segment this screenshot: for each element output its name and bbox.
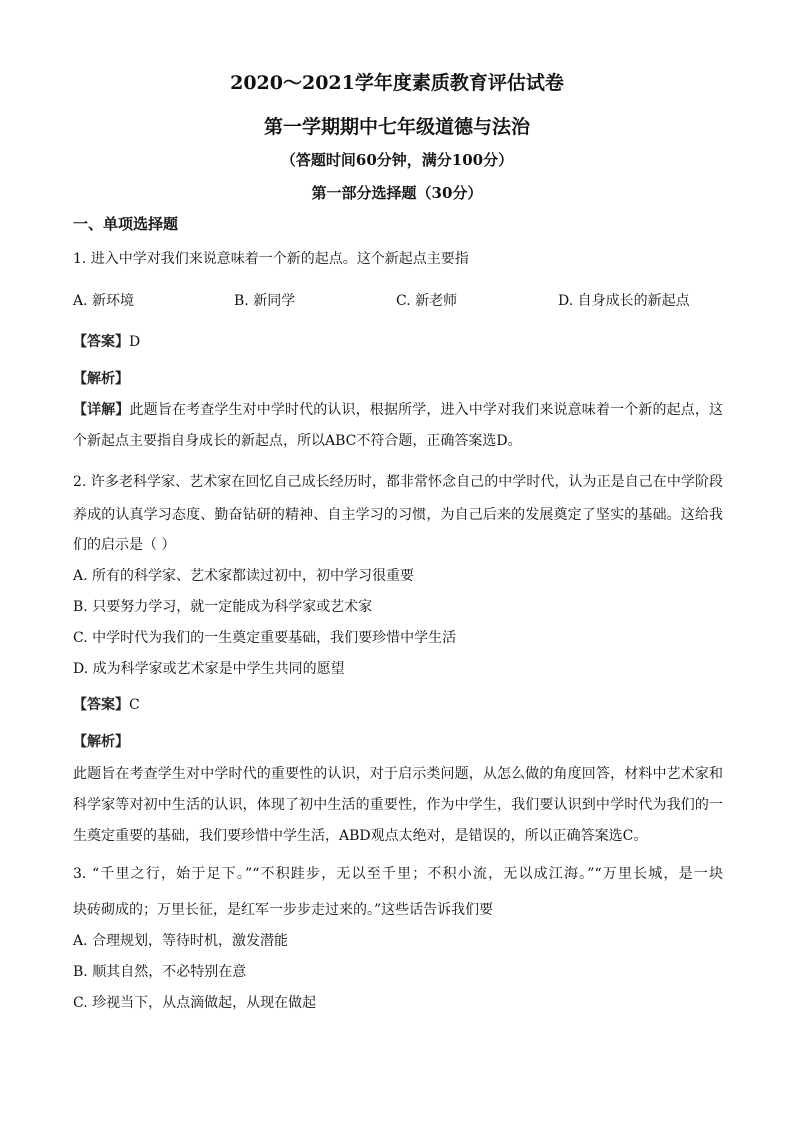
q1-option-b: B. 新同学	[234, 293, 296, 309]
q1-detail-line-1	[73, 400, 723, 420]
q2-stem-line-2: 养成的认真学习态度、勤奋钻研的精神、自主学习的习惯，为自己后来的发展奠定了坚实的基础。这给我	[73, 507, 723, 523]
part-title: 第一部分选择题（30分）	[311, 184, 483, 202]
q2-option-d: D. 成为科学家或艺术家是中学生共同的愿望	[73, 661, 345, 677]
q2-answer	[73, 695, 723, 715]
q3-option-a: A. 合理规划，等待时机，激发潜能	[73, 933, 289, 949]
detail-text: 此题旨在考查学生对中学时代的认识，根据所学，进入中学对我们来说意味着一个新的起点，这	[129, 402, 724, 418]
q3-stem-line-2: 块砖砌成的；万里长征，是红军一步步走过来的。”这些话告诉我们要	[73, 902, 494, 918]
q2-analysis-line-3: 生奠定重要的基础，我们要珍惜中学生活，ABD观点太绝对，是错误的，所以正确答案选C。	[73, 828, 648, 844]
q2-stem-line-3: 们的启示是（ ）	[73, 537, 176, 553]
detail-label: 【详解】	[73, 402, 130, 418]
q1-analysis-label	[73, 369, 723, 389]
answer-label: 【答案】	[73, 334, 129, 350]
q1-option-a: A. 新环境	[73, 293, 135, 309]
analysis-label: 【解析】	[73, 734, 129, 750]
q3-option-b: B. 顺其自然，不必特别在意	[73, 964, 247, 980]
q2-analysis-label	[73, 732, 723, 752]
q1-option-c: C. 新老师	[396, 293, 458, 309]
q3-option-c: C. 珍视当下，从点滴做起，从现在做起	[73, 995, 317, 1011]
analysis-label: 【解析】	[73, 371, 129, 387]
q1-stem: 1. 进入中学对我们来说意味着一个新的起点。这个新起点主要指	[73, 251, 469, 267]
q2-option-a: A. 所有的科学家、艺术家都读过初中，初中学习很重要	[73, 568, 415, 584]
q1-detail-line-2: 个新起点主要指自身成长的新起点，所以ABC不符合题，正确答案选D。	[73, 433, 522, 449]
section-heading: 一、单项选择题	[73, 215, 179, 233]
exam-title: 2020～2021学年度素质教育评估试卷	[230, 72, 564, 94]
exam-subject-title: 第一学期期中七年级道德与法治	[263, 116, 530, 138]
q3-stem-line-1: 3. “千里之行，始于足下。”“不积跬步，无以至千里；不积小流，无以成江海。”“万里长城，是一块	[73, 866, 723, 882]
answer-value: C	[129, 697, 140, 713]
q2-analysis-line-1: 此题旨在考查学生对中学时代的重要性的认识，对于启示类问题，从怎么做的角度回答，材料中艺术家和	[73, 766, 723, 782]
q2-stem-line-1: 2. 许多老科学家、艺术家在回忆自己成长经历时，都非常怀念自己的中学时代，认为正是自己在中学阶段	[73, 474, 723, 490]
q2-option-c: C. 中学时代为我们的一生奠定重要基础，我们要珍惜中学生活	[73, 630, 457, 646]
answer-value: D	[129, 334, 141, 350]
q1-option-d: D. 自身成长的新起点	[558, 293, 690, 309]
exam-time-info: （答题时间60分钟，满分100分）	[280, 151, 514, 169]
q2-analysis-line-2: 科学家等对初中生活的认识，体现了初中生活的重要性，作为中学生，我们要认识到中学时代为我们的一	[73, 797, 723, 813]
q1-answer	[73, 332, 723, 352]
answer-label: 【答案】	[73, 697, 129, 713]
q2-option-b: B. 只要努力学习，就一定能成为科学家或艺术家	[73, 599, 373, 615]
